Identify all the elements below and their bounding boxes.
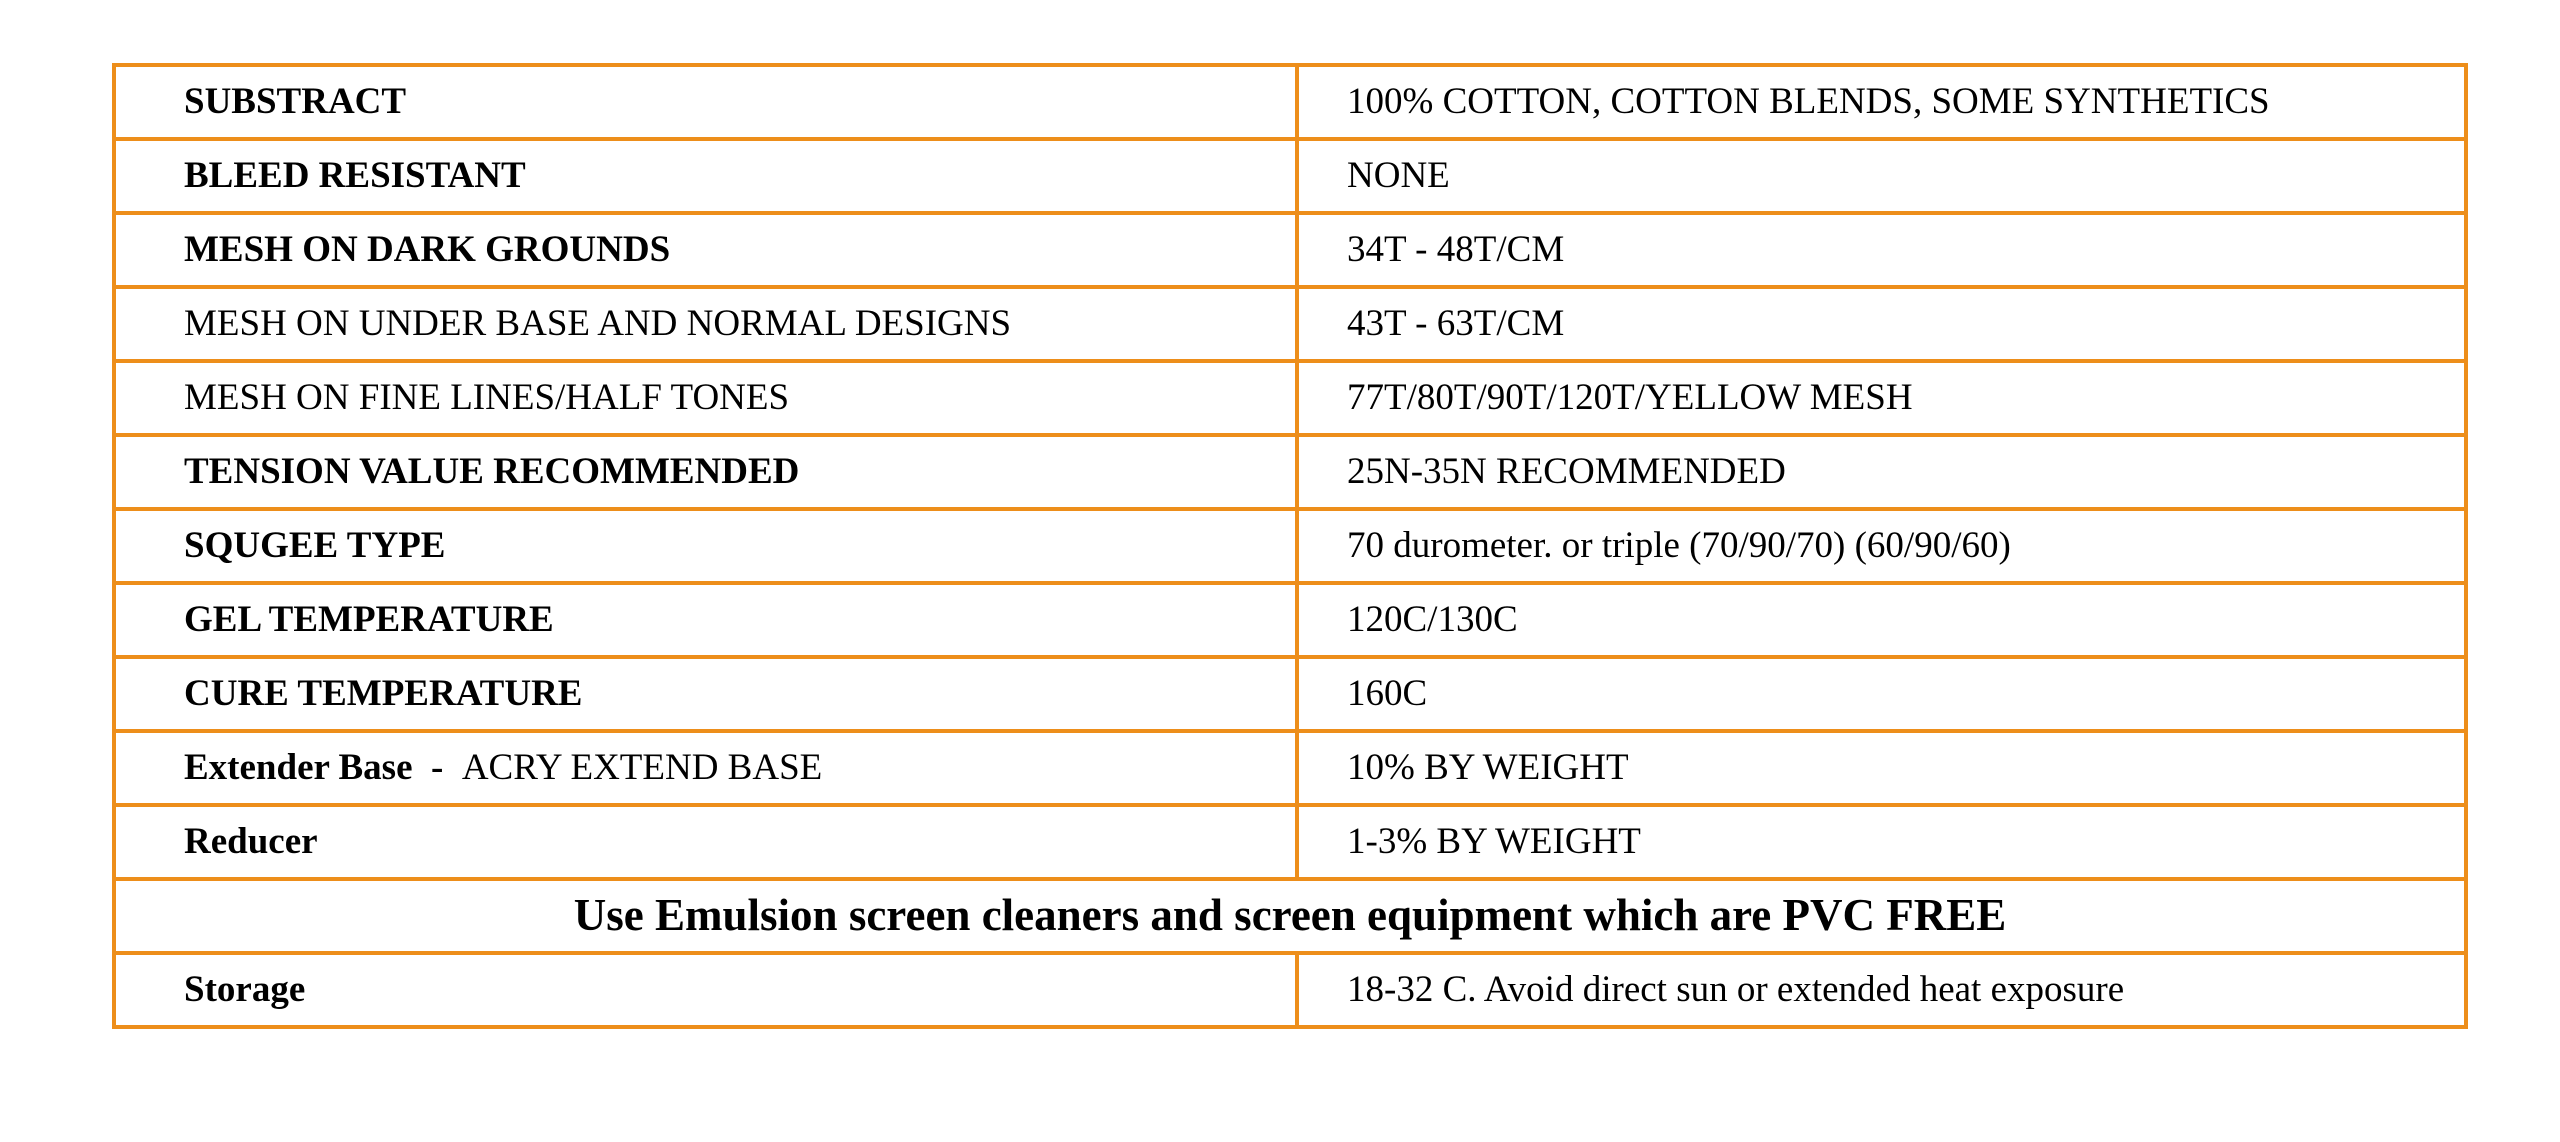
row-value: 160C — [1297, 657, 2466, 731]
storage-label: Storage — [114, 953, 1297, 1027]
row-label: SQUGEE TYPE — [114, 509, 1297, 583]
row-label: MESH ON FINE LINES/HALF TONES — [114, 361, 1297, 435]
row-value: 120C/130C — [1297, 583, 2466, 657]
table-row — [114, 435, 2466, 509]
row-value: 34T - 48T/CM — [1297, 213, 2466, 287]
table-row — [114, 139, 2466, 213]
notice-row — [114, 879, 2466, 953]
pvc-free-notice: Use Emulsion screen cleaners and screen equipment which are PVC FREE — [114, 879, 2466, 953]
row-value: 1-3% BY WEIGHT — [1297, 805, 2466, 879]
row-label: MESH ON UNDER BASE AND NORMAL DESIGNS — [114, 287, 1297, 361]
row-label: CURE TEMPERATURE — [114, 657, 1297, 731]
row-label: MESH ON DARK GROUNDS — [114, 213, 1297, 287]
table-row — [114, 731, 2466, 805]
row-value: 70 durometer. or triple (70/90/70) (60/90/60) — [1297, 509, 2466, 583]
row-value: 10% BY WEIGHT — [1297, 731, 2466, 805]
row-label — [114, 731, 1297, 805]
row-value: 77T/80T/90T/120T/YELLOW MESH — [1297, 361, 2466, 435]
table-row — [114, 805, 2466, 879]
row-label: SUBSTRACT — [114, 65, 1297, 139]
table-row — [114, 657, 2466, 731]
table-row — [114, 583, 2466, 657]
row-value: 25N-35N RECOMMENDED — [1297, 435, 2466, 509]
row-label-suffix: ACRY EXTEND BASE — [461, 746, 823, 788]
row-label: TENSION VALUE RECOMMENDED — [114, 435, 1297, 509]
storage-value: 18-32 C. Avoid direct sun or extended heat exposure — [1297, 953, 2466, 1027]
table-row — [114, 65, 2466, 139]
spec-table — [112, 63, 2468, 1029]
row-value: 100% COTTON, COTTON BLENDS, SOME SYNTHETICS — [1297, 65, 2466, 139]
table-row — [114, 213, 2466, 287]
table-row — [114, 287, 2466, 361]
storage-row — [114, 953, 2466, 1027]
row-label: Reducer — [114, 805, 1297, 879]
table-row — [114, 361, 2466, 435]
row-label-bold: Extender Base - — [184, 746, 462, 788]
table-row — [114, 509, 2466, 583]
row-label: GEL TEMPERATURE — [114, 583, 1297, 657]
row-label: BLEED RESISTANT — [114, 139, 1297, 213]
row-value: 43T - 63T/CM — [1297, 287, 2466, 361]
row-value: NONE — [1297, 139, 2466, 213]
